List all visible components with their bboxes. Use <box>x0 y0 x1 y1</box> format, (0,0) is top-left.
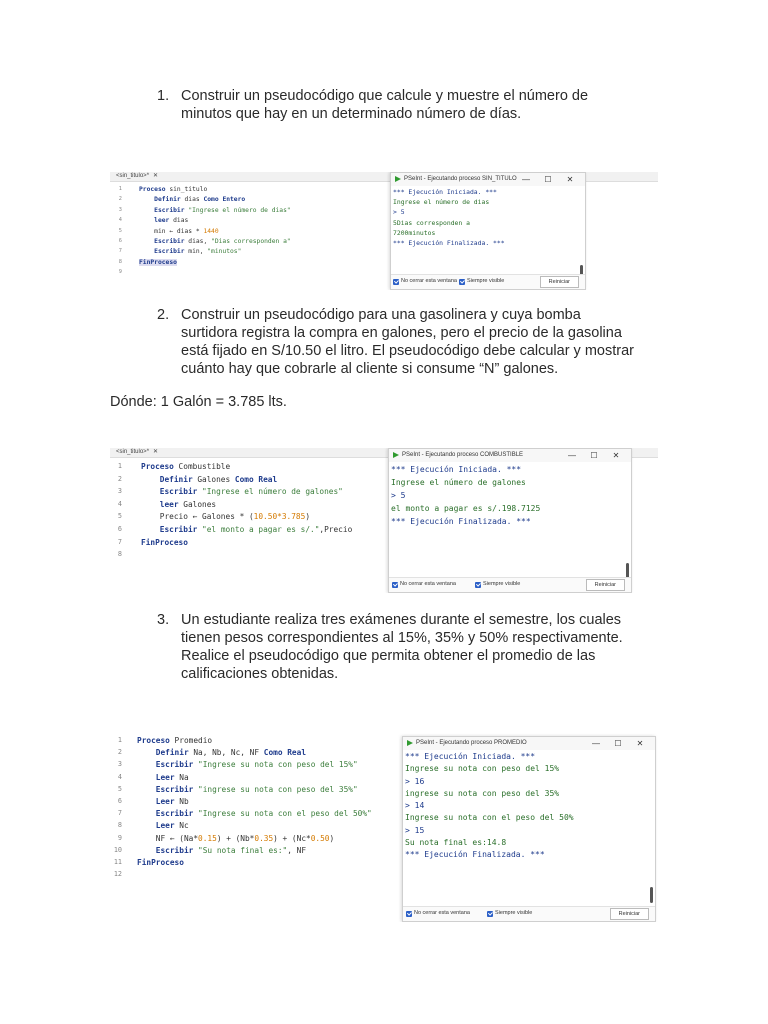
tab-label: <sin_titulo>* <box>116 173 150 179</box>
code-token: Galones <box>192 474 235 484</box>
code-line[interactable] <box>141 475 277 484</box>
console-line: *** Ejecución Iniciada. *** <box>393 188 497 196</box>
code-token: Nc <box>174 821 189 831</box>
code-line[interactable] <box>141 500 216 509</box>
question-line: calificaciones obtenidas. <box>181 666 339 682</box>
code-token: "Ingrese su nota con el peso del 50%" <box>198 809 372 819</box>
siempre-visible-label: Siempre visible <box>467 278 505 284</box>
console-line: el monto a pagar es s/.198.7125 <box>391 504 541 513</box>
console-line: ingrese su nota con peso del 35% <box>405 788 560 798</box>
code-token <box>137 797 156 806</box>
console-footer <box>391 274 585 289</box>
question-text <box>181 306 634 378</box>
console-titlebar <box>389 449 631 462</box>
code-token: dias <box>169 217 189 225</box>
code-line[interactable] <box>141 487 343 496</box>
scrollbar[interactable] <box>650 887 653 903</box>
console-line: 7200minutos <box>393 228 436 237</box>
code-token: "el monto a pagar es s/." <box>202 525 320 534</box>
code-token: Como <box>234 474 254 484</box>
console-line: *** Ejecución Finalizada. *** <box>391 517 531 526</box>
code-line[interactable] <box>139 259 177 266</box>
play-icon <box>393 452 399 458</box>
code-token: Nb <box>174 797 189 806</box>
maximize-icon[interactable]: ☐ <box>614 739 622 748</box>
question-line: surtidora registra la compra en galones, pero el precio de la gasolina <box>181 325 622 341</box>
code-token <box>137 809 156 818</box>
checkbox-no-cerrar[interactable] <box>392 582 398 588</box>
play-icon <box>395 176 401 182</box>
checkbox-no-cerrar[interactable] <box>406 911 412 917</box>
code-token: Proceso <box>141 462 174 471</box>
question-line: Construir un pseudocódigo para una gasolinera y cuya bomba <box>181 307 581 323</box>
console-line: Ingrese su nota con el peso del 50% <box>405 813 574 823</box>
console-line: Ingrese el número de galones <box>391 478 526 487</box>
close-icon[interactable]: ✕ <box>612 451 620 460</box>
code-token: Precio ← Galones * ( <box>141 512 254 522</box>
code-token: 10.50*3.785 <box>253 512 306 522</box>
question-line: Realice el pseudocódigo que permita obtener el promedio de las <box>181 648 596 664</box>
console-line: Ingrese el número de dias <box>393 198 490 207</box>
question-number: 2. <box>157 307 170 323</box>
code-token: , NF <box>287 845 307 855</box>
code-line[interactable] <box>139 217 188 224</box>
line-number: 4 <box>117 499 122 508</box>
code-token: ,Precio <box>319 525 353 534</box>
code-line[interactable] <box>139 228 219 235</box>
code-token: "Ingrese el número de galones" <box>202 487 343 497</box>
line-number: 5 <box>118 227 122 234</box>
question-line: Construir un pseudocódigo que calcule y muestre el número de <box>181 88 589 104</box>
code-line[interactable] <box>137 748 306 757</box>
line-number: 5 <box>117 512 122 521</box>
line-number: 4 <box>118 217 122 224</box>
code-token <box>137 760 156 769</box>
line-number: 6 <box>117 797 122 805</box>
code-token: Galones <box>178 499 217 509</box>
line-number: 3 <box>117 760 122 769</box>
code-token: leer <box>154 217 170 225</box>
code-token: Real <box>287 748 307 758</box>
line-number: 12 <box>113 870 122 879</box>
code-token <box>137 785 156 794</box>
code-line[interactable] <box>137 797 189 806</box>
question-line: Un estudiante realiza tres exámenes durante el semestre, los cuales <box>181 612 622 628</box>
line-number: 8 <box>118 258 122 265</box>
code-token: sin_titulo <box>165 186 208 193</box>
line-number: 7 <box>117 809 122 818</box>
code-token: Leer <box>155 821 175 831</box>
code-token: "Ingrese el número de dias" <box>188 206 291 214</box>
code-line[interactable] <box>137 821 189 830</box>
code-token: Escribir <box>155 760 194 770</box>
checkbox-siempre-visible[interactable] <box>475 582 481 588</box>
code-line[interactable] <box>141 538 188 547</box>
question-line: está fijado en S/10.50 el litro. El pseudocódigo debe calcular y mostrar <box>181 343 634 359</box>
line-number: 10 <box>113 845 122 854</box>
line-number: 2 <box>118 196 122 203</box>
minimize-icon[interactable]: — <box>522 175 530 184</box>
console-line: *** Ejecución Iniciada. *** <box>405 752 536 761</box>
code-token <box>137 748 156 757</box>
console-output <box>391 463 621 528</box>
window-controls <box>561 449 627 462</box>
line-number: 9 <box>117 833 122 842</box>
console-line: > 5 <box>391 491 406 500</box>
close-icon[interactable]: ✕ <box>566 175 574 184</box>
code-token: Definir <box>154 196 181 204</box>
console-line: *** Ejecución Finalizada. *** <box>405 850 545 860</box>
line-number: 2 <box>117 748 122 757</box>
console-window <box>388 448 632 593</box>
code-token: 0.15 <box>198 833 217 843</box>
console-output <box>393 187 575 248</box>
code-token: Leer <box>155 797 175 806</box>
code-token: "Dias corresponden a" <box>211 238 291 245</box>
line-number: 5 <box>117 784 122 793</box>
console-title: PSeInt - Ejecutando proceso PROMEDIO <box>416 740 527 746</box>
console-titlebar <box>391 173 585 186</box>
code-line[interactable] <box>139 196 245 203</box>
code-token: Na, Nb, Nc, NF <box>188 748 264 758</box>
checkbox-no-cerrar[interactable] <box>393 279 399 285</box>
code-token: dias, <box>184 238 212 245</box>
code-token <box>137 821 156 830</box>
console-line: Su nota final es:14.8 <box>405 838 507 848</box>
code-token <box>139 238 154 245</box>
tab-label: <sin_titulo>* <box>116 449 150 455</box>
code-token: Escribir <box>155 845 194 855</box>
code-token: Escribir <box>159 487 198 497</box>
line-number: 3 <box>117 487 122 496</box>
code-token: Definir <box>159 474 193 484</box>
screenshot-2 <box>110 448 658 593</box>
code-line[interactable] <box>137 736 212 745</box>
question-3 <box>157 611 697 685</box>
console-line: > 5 <box>393 208 405 217</box>
console-window <box>390 172 586 290</box>
checkbox-siempre-visible[interactable] <box>459 279 465 285</box>
question-line: minutos que hay en un determinado número de días. <box>181 106 522 122</box>
line-number: 8 <box>117 550 122 559</box>
code-token: Escribir <box>159 525 198 534</box>
code-line[interactable] <box>137 785 358 794</box>
code-token <box>139 196 154 203</box>
code-line[interactable] <box>137 809 372 818</box>
console-line: > 16 <box>405 776 425 786</box>
line-number: 9 <box>118 269 122 276</box>
conversion-note: Dónde: 1 Galón = 3.785 lts. <box>110 394 287 410</box>
code-token <box>139 248 154 255</box>
console-title: PSeInt - Ejecutando proceso SIN_TITULO <box>404 176 517 182</box>
code-token <box>139 207 154 214</box>
line-number: 11 <box>113 858 122 866</box>
console-line: > 14 <box>405 801 425 811</box>
code-token: Como <box>203 196 219 204</box>
code-token <box>141 500 160 509</box>
close-icon[interactable]: ✕ <box>153 449 159 455</box>
line-number: 7 <box>117 537 122 546</box>
screenshot-1 <box>110 172 658 290</box>
console-window <box>402 736 656 922</box>
checkbox-siempre-visible[interactable] <box>487 911 493 917</box>
code-token <box>137 846 156 855</box>
line-number: 1 <box>117 736 122 744</box>
console-line: *** Ejecución Iniciada. *** <box>391 465 522 474</box>
code-token: min, <box>184 248 208 256</box>
line-number: 8 <box>117 821 122 830</box>
no-cerrar-label: No cerrar esta ventana <box>400 581 456 587</box>
code-token: Proceso <box>139 186 166 193</box>
question-1 <box>157 87 677 127</box>
code-token: Como <box>263 748 283 758</box>
code-token: min ← dias * <box>139 227 204 235</box>
code-token: ) <box>329 833 335 843</box>
code-token <box>137 773 156 782</box>
code-token <box>141 487 160 496</box>
code-line[interactable] <box>137 846 306 855</box>
code-token: ) + (Nc* <box>273 833 311 843</box>
question-number: 1. <box>157 88 170 104</box>
siempre-visible-label: Siempre visible <box>483 581 521 587</box>
code-line[interactable] <box>139 186 207 193</box>
code-token: Na <box>174 772 189 782</box>
console-footer <box>403 906 655 921</box>
code-token: ) <box>305 512 311 522</box>
code-line[interactable] <box>139 207 291 214</box>
screenshot-3 <box>110 728 658 922</box>
window-controls <box>515 173 581 186</box>
code-token: FinProceso <box>139 258 177 266</box>
code-line[interactable] <box>137 773 189 782</box>
code-line[interactable] <box>141 462 230 471</box>
code-line[interactable] <box>139 248 241 255</box>
question-line: tienen pesos correspondientes al 15%, 35% y 50% respectivamente. <box>181 630 623 646</box>
code-token: 0.50 <box>310 833 330 843</box>
console-output <box>405 751 645 862</box>
line-number: 4 <box>117 772 122 781</box>
play-icon <box>407 740 413 746</box>
reiniciar-button[interactable]: Reiniciar <box>540 276 579 288</box>
code-token: "minutos" <box>207 248 242 256</box>
code-line[interactable] <box>141 512 310 521</box>
line-number: 7 <box>118 248 122 255</box>
console-footer <box>389 577 631 592</box>
code-token: Escribir <box>155 809 194 819</box>
code-token: ) + (Nb* <box>216 833 255 843</box>
console-line: Ingrese su nota con peso del 15% <box>405 764 560 774</box>
minimize-icon[interactable]: — <box>568 451 576 460</box>
code-token: Real <box>258 474 278 484</box>
code-token: FinProceso <box>137 858 184 867</box>
code-token: NF ← (Na* <box>137 833 199 843</box>
code-line[interactable] <box>137 858 184 867</box>
code-token: 0.35 <box>254 833 274 843</box>
code-token: Escribir <box>154 238 185 245</box>
code-token: "Su nota final es:" <box>198 845 288 855</box>
no-cerrar-label: No cerrar esta ventana <box>401 278 457 284</box>
reiniciar-button[interactable]: Reiniciar <box>610 908 649 920</box>
close-icon[interactable]: ✕ <box>153 173 159 179</box>
window-controls <box>585 737 651 750</box>
code-line[interactable] <box>137 760 358 769</box>
code-token: Escribir <box>155 784 194 794</box>
code-line[interactable] <box>141 525 352 534</box>
code-token <box>141 475 160 484</box>
console-line: *** Ejecución Finalizada. *** <box>393 239 505 248</box>
console-line: 5Dias corresponden a <box>393 218 470 227</box>
code-token: Combustible <box>173 462 231 471</box>
maximize-icon[interactable]: ☐ <box>590 451 598 460</box>
code-line[interactable] <box>137 834 334 843</box>
code-token: "Ingrese su nota con peso del 15%" <box>198 760 358 770</box>
code-line[interactable] <box>139 238 291 245</box>
code-token: Leer <box>155 772 175 782</box>
code-token: "ingrese su nota con peso del 35%" <box>198 784 358 794</box>
console-title: PSeInt - Ejecutando proceso COMBUSTIBLE <box>402 452 524 458</box>
close-icon[interactable]: ✕ <box>636 739 644 748</box>
code-token: Definir <box>155 748 189 758</box>
question-number: 3. <box>157 612 170 628</box>
code-token: Entero <box>222 196 246 204</box>
code-token <box>141 525 160 534</box>
siempre-visible-label: Siempre visible <box>495 910 533 916</box>
code-token: Proceso <box>137 736 170 745</box>
code-token: leer <box>159 499 179 509</box>
line-number: 1 <box>118 186 122 192</box>
question-text <box>181 87 588 123</box>
code-token: FinProceso <box>141 537 188 547</box>
line-number: 1 <box>117 462 122 470</box>
no-cerrar-label: No cerrar esta ventana <box>414 910 470 916</box>
line-number: 6 <box>117 525 122 533</box>
code-token: dias <box>180 196 204 204</box>
code-token: 1440 <box>203 227 219 235</box>
question-text <box>181 611 623 683</box>
line-number: 6 <box>118 238 122 244</box>
line-number: 3 <box>118 206 122 213</box>
code-token: Escribir <box>154 206 185 214</box>
reiniciar-button[interactable]: Reiniciar <box>586 579 625 591</box>
question-2 <box>157 306 697 380</box>
code-token: Escribir <box>154 248 185 256</box>
code-token: Promedio <box>169 736 213 745</box>
maximize-icon[interactable]: ☐ <box>544 175 552 184</box>
minimize-icon[interactable]: — <box>592 739 600 748</box>
question-line: cuánto hay que cobrarle al cliente si consume “N” galones. <box>181 361 559 377</box>
console-titlebar <box>403 737 655 750</box>
line-number: 2 <box>117 474 122 483</box>
code-token <box>139 217 154 224</box>
console-line: > 15 <box>405 825 425 835</box>
